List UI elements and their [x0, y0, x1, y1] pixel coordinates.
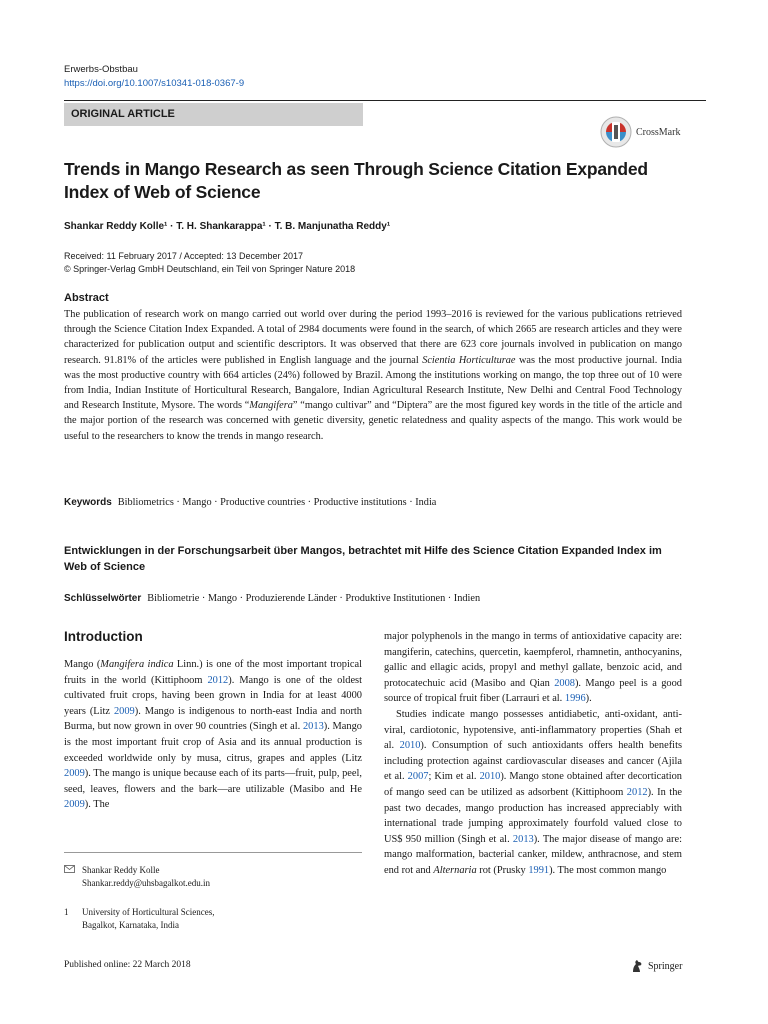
text-run: ). Mango is the most important fruit crop of Asia and its annual production is exceeded worldwide only by musa, citrus, grapes and apples (Litz [64, 721, 362, 764]
affiliation-line: Bagalkot, Karnataka, India [82, 920, 179, 930]
text-run: ). Mango peel is a good source of tropical fruit fiber (Larrauri et al. [384, 677, 682, 705]
text-run: ). Mango is indigenous to north-east India and north Burma, but now grown in over 90 countries (Singh et al. [64, 705, 362, 733]
citation-link[interactable]: 2010 [479, 771, 501, 783]
corresponding-author [82, 864, 210, 890]
citation-link[interactable]: 2009 [64, 799, 85, 811]
abstract-keyword-mangifera: Mangifera [249, 400, 293, 412]
german-title: Entwicklungen in der Forschungsarbeit über Mangos, betrachtet mit Hilfe des Science Citation Expanded Index im Web of Science [64, 545, 662, 573]
intro-left-column [64, 657, 362, 813]
author-email[interactable]: Shankar.reddy@uhsbagalkot.edu.in [82, 878, 211, 888]
text-run: ). The major disease of mango are: mango malformation, bacterial canker, mildew, anthracnose, and stem end rot and [384, 833, 682, 876]
text-run: ). The mango is unique because each of its parts—fruit, pulp, peel, seed, leaves, flowers and the bark—are utilizable (Masibo and He [64, 768, 362, 795]
author-list: Shankar Reddy Kolle¹ · T. H. Shankarappa¹ · T. B. Manjunatha Reddy¹ [64, 221, 391, 232]
affiliation-number: 1 [64, 907, 69, 917]
german-keywords-line [64, 593, 480, 604]
citation-link[interactable]: 2008 [554, 677, 575, 689]
citation-link[interactable]: 2009 [64, 768, 85, 780]
article-dates [64, 250, 355, 276]
text-run: Mango ( [64, 659, 101, 670]
intro-right-column [384, 629, 682, 879]
affiliation-line: University of Horticultural Sciences, [82, 907, 215, 917]
abstract-text [64, 307, 682, 444]
german-keywords-label: Schlüsselwörter [64, 593, 142, 604]
citation-link[interactable]: 1991 [528, 864, 550, 876]
abstract-journal-name: Scientia Horticulturae [422, 354, 516, 366]
text-run: ). In the past two decades, mango production has increased appreciably with international trade jumping approximately fourfold valued close to US$ 950 million (Singh et al. [384, 786, 683, 845]
citation-link[interactable]: 1996 [564, 693, 586, 705]
article-type-label: ORIGINAL ARTICLE [64, 103, 363, 126]
introduction-heading: Introduction [64, 629, 143, 644]
text-run: ). Mango stone obtained after decortication of mango seed can be utilized as adsorbent (Kittiphoom [384, 771, 682, 798]
citation-link[interactable]: 2007 [407, 771, 429, 783]
text-run: ). The [84, 799, 110, 811]
intro-paragraph [384, 629, 682, 707]
author-name: Shankar Reddy Kolle [82, 865, 160, 875]
citation-link[interactable]: 2012 [207, 674, 229, 686]
german-keywords-text: Bibliometrie · Mango · Produzierende Länder · Produktive Institutionen · Indien [147, 593, 481, 604]
citation-link[interactable]: 2013 [302, 721, 324, 733]
keywords-text: Bibliometrics · Mango · Productive countries · Productive institutions · India [117, 497, 437, 508]
text-run: Studies indicate mango possesses antidiabetic, anti-oxidant, anti-viral, cardiotonic, hypotensive, anti-inflammatory properties (Shah et al. [384, 708, 682, 752]
citation-link[interactable]: 2010 [399, 740, 421, 752]
keywords-label: Keywords [64, 497, 112, 508]
text-run: rot (Prusky [476, 864, 529, 876]
header-divider [64, 100, 706, 101]
envelope-icon [64, 864, 82, 877]
abstract-part-1: The publication of research work on mango carried out world over during the period 1993–2016 is reviewed for the various publications retrieved through the Science Citation Index Expanded. A total of 2984 documents were found in the search, of which 2665 are research articles and they were characterized for publication output and scientific descriptors. It was observed that there are 623 core journals involved in publication on mango research. 91.81% of the articles were published in English language and the journal [64, 309, 682, 366]
corresponding-author-note [64, 864, 210, 890]
crossmark-icon [600, 116, 632, 148]
affiliation-note [64, 906, 214, 932]
citation-link[interactable]: 2012 [626, 786, 648, 798]
abstract-part-2: was the most productive journal. India was the most productive country with 664 articles (24%) followed by Brazil. Among the institutions working on mango, the top three out of 10 were from India, Indian Institute of Horticultural Research, Bangalore, Indian Agricultural Research Institute, New Delhi and Central Food Technology and Research Institute, Mysore. The words “ [64, 354, 683, 412]
article-title: Trends in Mango Research as seen Through Science Citation Expanded Index of Web of Science [64, 159, 648, 202]
crossmark-badge[interactable] [600, 116, 680, 148]
journal-name: Erwerbs-Obstbau [64, 64, 138, 75]
text-run: Linn.) is one of the most important tropical fruits in the world (Kittiphoom [64, 659, 362, 686]
species-name: Alternaria [433, 864, 477, 876]
text-run: ; Kim et al. [428, 771, 480, 783]
affiliation-text [82, 906, 214, 932]
text-run: ). The most common mango [549, 864, 667, 876]
springer-label: Springer [648, 960, 683, 972]
text-run: ). Consumption of such antioxidants offers health benefits including protection against cardiovascular diseases and cancer (Ajila et al. [384, 740, 683, 783]
springer-horse-icon [630, 959, 644, 973]
springer-logo[interactable] [630, 959, 682, 973]
crossmark-label: CrossMark [636, 126, 681, 138]
text-run: ). [585, 693, 592, 705]
keywords-line [64, 497, 436, 508]
abstract-part-3: ” “mango cultivar” and “Diptera” are the most figured key words in the title of the article and the major portion of the research was concerned with genetic diversity, genetic relatedness and quality aspects of the mango. This work would be useful to the researchers to know the trends in mango research. [64, 400, 683, 442]
doi-link[interactable]: https://doi.org/10.1007/s10341-018-0367-9 [64, 78, 245, 89]
intro-paragraph [384, 707, 682, 879]
text-run: ). Mango is one of the oldest cultivated fruit crops, having been grown in India for at least 4000 years (Litz [64, 674, 362, 717]
citation-link[interactable]: 2013 [512, 833, 534, 845]
text-run: major polyphenols in the mango in terms of antioxidative capacity are: mangiferin, catechins, quercetin, kaempferol, rhamnetin, anthocyanins, gallic and ellagic acids, propyl and methyl gallate, benzoic acid, and protocatechuic acid (Masibo and Qian [384, 631, 682, 689]
citation-link[interactable]: 2009 [113, 705, 135, 717]
abstract-heading: Abstract [64, 292, 109, 304]
species-name: Mangifera indica [100, 659, 174, 670]
published-date: Published online: 22 March 2018 [64, 960, 191, 970]
received-accepted-dates: Received: 11 February 2017 / Accepted: 13 December 2017 [64, 251, 303, 261]
copyright-line: © Springer-Verlag GmbH Deutschland, ein Teil von Springer Nature 2018 [64, 264, 356, 274]
footnote-divider [64, 852, 362, 853]
